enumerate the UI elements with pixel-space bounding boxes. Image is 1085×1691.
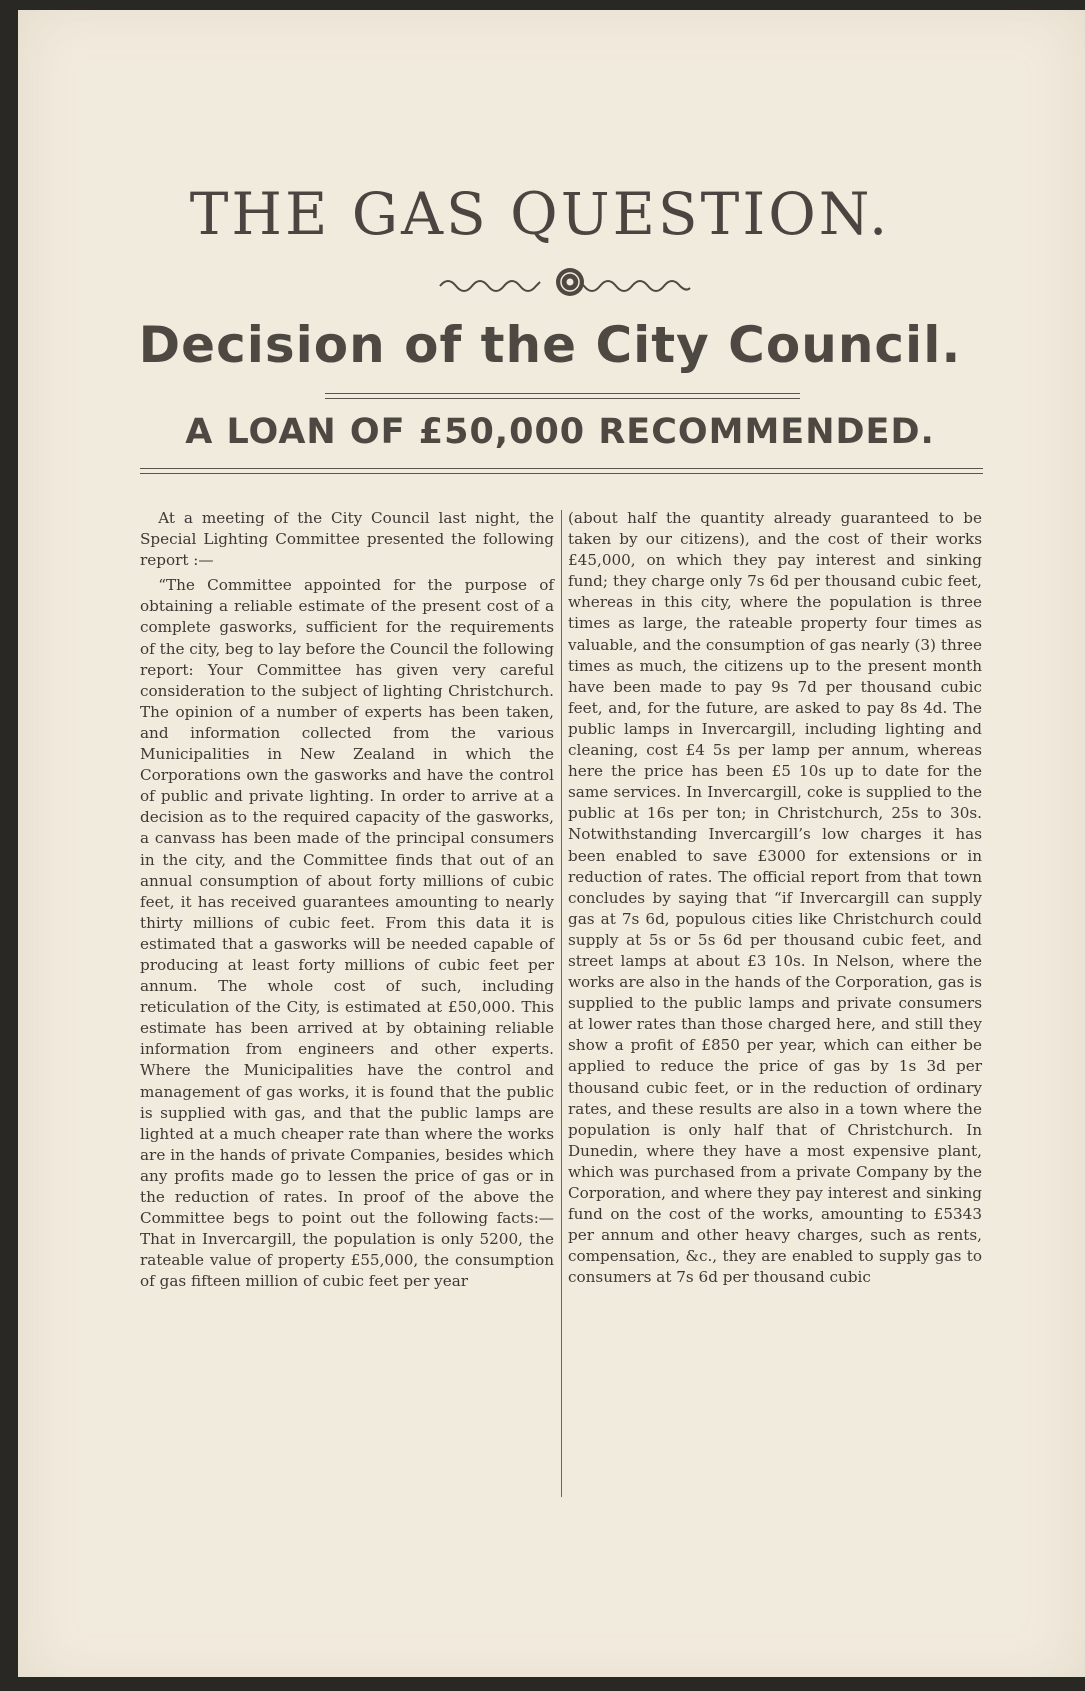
article-column-left xyxy=(140,508,554,1292)
column-divider xyxy=(561,510,562,1497)
flourish-divider-icon xyxy=(430,262,710,302)
double-rule-wide xyxy=(140,468,983,474)
scan-border-bottom xyxy=(0,1677,1085,1691)
continued-paragraph: (about half the quantity already guaranteed to be taken by our citizens), and the cost of their works £45,000, on which they pay interest and sinking fund; they charge only 7s 6d per thousand cubic feet, whereas in this city, where the population is three times as large, the rateable property four times as valuable, and the consumption of gas nearly (3) three times as much, the citizens up to the present month have been made to pay 9s 7d per thousand cubic feet, and, for the future, are asked to pay 8s 4d. The public lamps in Invercargill, including lighting and cleaning, cost £4 5s per lamp per annum, whereas here the price has been £5 10s up to date for the same services. In Invercargill, coke is supplied to the public at 16s per ton; in Christchurch, 25s to 30s. Notwithstanding Invercargill’s low charges it has been enabled to save £3000 for extensions or in reduction of rates. The official report from that town concludes by saying that “if Invercargill can supply gas at 7s 6d, populous cities like Christchurch could supply at 5s or 5s 6d per thousand cubic feet, and street lamps at about £3 10s. In Nelson, where the works are also in the hands of the Corporation, gas is supplied to the public lamps and private consumers at lower rates than those charged here, and still they show a profit of £850 per year, which can either be applied to reduce the price of gas by 1s 3d per thousand cubic feet, or in the reduction of ordinary rates, and these results are also in a town where the population is only half that of Christchurch. In Dunedin, where they have a most expensive plant, which was purchased from a private Company by the Corporation, and where they pay interest and sinking fund on the cost of the works, amounting to £5343 per annum and other heavy charges, such as rents, compensation, &c., they are enabled to supply gas to consumers at 7s 6d per thousand cubic xyxy=(568,509,982,1287)
loan-heading: A LOAN OF £50,000 RECOMMENDED. xyxy=(185,412,935,452)
report-paragraph: “The Committee appointed for the purpose of obtaining a reliable estimate of the present cost of a complete gasworks, sufficient for the requirements of the city, beg to lay before the Council the following report: Your Committee has given very careful consideration to the subject of lighting Christchurch. The opinion of a number of experts has been taken, and information collected from the various Municipalities in New Zealand in which the Corporations own the gasworks and have the control of public and private lighting. In order to arrive at a decision as to the required capacity of the gasworks, a canvass has been made of the principal consumers in the city, and the Committee finds that out of an annual consumption of about forty millions of cubic feet, it has received guarantees amounting to nearly thirty millions of cubic feet. From this data it is estimated that a gasworks will be needed capable of producing at least forty millions of cubic feet per annum. The whole cost of such, including reticulation of the City, is estimated at £50,000. This estimate has been arrived at by obtaining reliable information from engineers and other experts. Where the Municipalities have the control and management of gas works, it is found that the public is supplied with gas, and that the public lamps are lighted at a much cheaper rate than where the works are in the hands of private Companies, besides which any profits made go to lessen the price of gas or in the reduction of rates. In proof of the above the Committee begs to point out the following facts:—That in Invercargill, the population is only 5200, the rateable value of property £55,000, the consumption of gas fifteen million of cubic feet per year xyxy=(140,576,554,1291)
scan-border-top xyxy=(0,0,1085,10)
subtitle: Decision of the City Council. xyxy=(138,316,962,374)
double-rule xyxy=(325,393,800,399)
article-column-right xyxy=(568,508,982,1288)
page-title: THE GAS QUESTION. xyxy=(189,180,891,248)
intro-paragraph: At a meeting of the City Council last night, the Special Lighting Committee presented the following report :— xyxy=(140,509,554,570)
